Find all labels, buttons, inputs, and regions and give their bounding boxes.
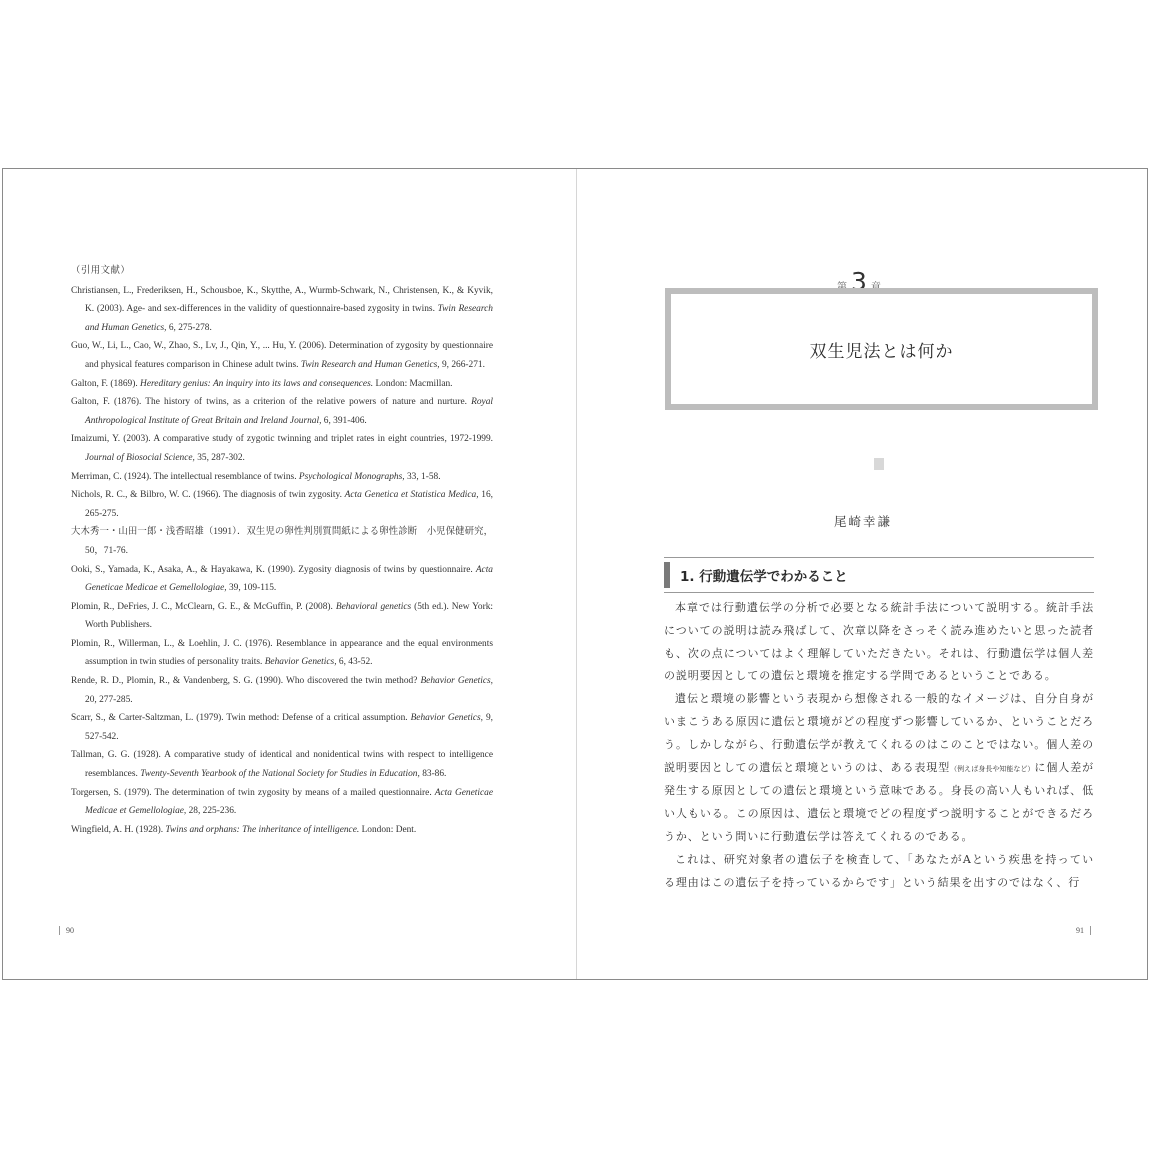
chapter-prefix: 第 — [837, 282, 847, 293]
left-page — [3, 169, 576, 979]
reference-source: Journal of Biosocial Science, — [85, 452, 195, 463]
paragraph: これは、研究対象者の遺伝子を検査して、「あなたがAという疾患を持っている理由はこの遺伝子を持っているからです」という結果を出すのではなく、行 — [664, 852, 1094, 889]
reference-authors: Wingfield, A. H. (1928). — [71, 824, 166, 835]
section-bar — [664, 562, 670, 588]
reference-source: Behavioral genetics — [335, 601, 412, 612]
reference-item — [71, 393, 493, 430]
chapter-number: 3 — [851, 267, 867, 296]
reference-item — [71, 561, 493, 598]
reference-source: Behavior Genetics, — [410, 713, 484, 724]
author-name: 尾崎幸謙 — [833, 514, 892, 529]
reference-source: Twin Research and Human Genetics, — [300, 359, 440, 370]
reference-source: Hereditary genius: An inquiry into its laws and consequences. — [140, 378, 374, 389]
reference-authors: Guo, W., Li, L., Cao, W., Zhao, S., Lv, J., Qin, Y., ... Hu, Y. (2006). Determination of zygosity by questionnaire and physical features comparison in Chinese adult twins. — [71, 341, 493, 370]
reference-authors: Plomin, R., DeFries, J. C., McClearn, G. E., & McGuffin, P. (2008). — [71, 601, 336, 612]
reference-item — [71, 635, 493, 672]
reference-item — [71, 337, 493, 374]
chapter-suffix: 章 — [870, 282, 881, 293]
reference-details: London: Dent. — [359, 824, 417, 835]
reference-authors: Scarr, S., & Carter-Saltzman, L. (1979). Twin method: Defense of a critical assumption. — [71, 713, 411, 724]
paragraph — [664, 688, 1094, 849]
reference-details: 20, 277-285. — [85, 694, 133, 705]
reference-authors: 大木秀一・山田一郎・浅香昭雄（1991）．双生児の卵性判別質問紙による卵性診断 小児保健研究， — [71, 527, 493, 538]
reference-item — [71, 282, 493, 338]
references-heading: （引用文献） — [71, 266, 131, 276]
reference-details: 28, 225-236. — [186, 806, 237, 817]
references-container — [71, 282, 493, 840]
reference-item — [71, 784, 493, 821]
reference-item — [71, 523, 493, 560]
right-page — [577, 169, 1149, 979]
reference-authors: Galton, F. (1876). The history of twins, as a criterion of the relative powers of nature and nurture. — [71, 397, 472, 408]
reference-details: 39, 109-115. — [226, 583, 277, 594]
reference-details: 83-86. — [419, 769, 447, 780]
reference-source: Twenty-Seventh Yearbook of the National Society for Studies in Education, — [140, 769, 420, 780]
reference-details: 6, 275-278. — [166, 322, 212, 333]
reference-authors: Imaizumi, Y. (2003). A comparative study of zygotic twinning and triplet rates in eight countries, 1972-1999. — [71, 434, 493, 445]
chapter-title-box — [665, 288, 1098, 410]
reference-source: Acta Geneticae Medicae et Gemellologiae, — [85, 564, 493, 594]
reference-item — [71, 430, 493, 467]
reference-item — [71, 672, 493, 709]
reference-details: 50，71-76. — [85, 545, 128, 556]
reference-authors: Tallman, G. G. (1928). A comparative study of identical and nonidentical twins with respect to intelligence resemblances. — [71, 750, 493, 780]
paragraph-part: に個人差が発生する原因としての遺伝と環境という意味である。身長の高い人もいれば、低い人もいる。この原因は、遺伝と環境でどの程度ずつ説明することができるだろうか、という問いに行動遺伝学は答えてくれるのである。 — [664, 760, 1095, 843]
reference-item — [71, 486, 493, 523]
section-heading — [664, 557, 1094, 593]
inline-note: （例えば身長や知能など） — [950, 764, 1035, 773]
reference-source: Acta Geneticae Medicae et Gemellologiae, — [85, 787, 493, 817]
reference-authors: Galton, F. (1869). — [71, 378, 141, 389]
reference-source: Psychological Monographs, — [298, 471, 405, 482]
ornament — [874, 458, 884, 470]
body-text — [664, 597, 1094, 894]
reference-details: 6, 391-406. — [321, 415, 367, 426]
page-number-right: 91 — [1076, 926, 1091, 935]
reference-source: Behavior Genetics, — [264, 657, 337, 668]
reference-details: London: Macmillan. — [373, 378, 453, 389]
reference-authors: Nichols, R. C., & Bilbro, W. C. (1966). The diagnosis of twin zygosity. — [71, 490, 345, 501]
references-list — [71, 262, 493, 839]
reference-item — [71, 598, 493, 635]
reference-details: 6, 43-52. — [336, 657, 373, 668]
reference-authors: Rende, R. D., Plomin, R., & Vandenberg, S. G. (1990). Who discovered the twin method? — [71, 676, 421, 687]
reference-authors: Christiansen, L., Frederiksen, H., Schousboe, K., Skytthe, A., Wurmb-Schwark, N., Christensen, K., & Kyvik, K. (2003). Age- and sex-differences in the validity of questionnaire-based zygosity in twins. — [71, 285, 493, 315]
section-heading-text: 1. 行動遺伝学でわかること — [680, 569, 848, 585]
page-number-left: 90 — [59, 926, 74, 935]
reference-item — [71, 468, 493, 487]
reference-details: 33, 1-58. — [404, 471, 441, 482]
reference-details: 9, 266-271. — [439, 359, 485, 370]
reference-source: Acta Genetica et Statistica Medica, — [344, 490, 479, 501]
book-spread — [2, 168, 1148, 980]
reference-details: 16, 265-275. — [85, 490, 493, 519]
reference-item — [71, 375, 493, 394]
reference-details: 9, 527-542. — [85, 713, 493, 742]
reference-details: 35, 287-302. — [194, 452, 245, 463]
reference-authors: Torgersen, S. (1979). The determination of twin zygosity by means of a mailed questionnaire. — [71, 787, 435, 798]
reference-source: Twin Research and Human Genetics, — [85, 304, 493, 333]
chapter-title: 双生児法とは何か — [809, 341, 954, 362]
reference-source: Behavior Genetics, — [420, 676, 493, 687]
reference-authors: Plomin, R., Willerman, L., & Loehlin, J. C. (1976). Resemblance in appearance and the equal environments assumption in twin studies of personality traits. — [71, 638, 493, 668]
reference-item — [71, 709, 493, 746]
reference-source: Royal Anthropological Institute of Great Britain and Ireland Journal, — [85, 397, 493, 426]
reference-item — [71, 746, 493, 783]
paragraph-part: 遺伝と環境の影響という表現から想像される一般的なイメージは、自分自身がいまこうある原因に遺伝と環境がどの程度ずつ影響しているか、ということだろう。しかしながら、行動遺伝学が教えてくれるのはこのことではない。個人差の説明要因としての遺伝と環境というのは、ある表現型 — [664, 692, 1094, 774]
reference-item — [71, 821, 493, 840]
paragraph: 本章では行動遺伝学の分析で必要となる統計手法について説明する。統計手法についての説明は読み飛ばして、次章以降をさっそく読み進めたいと思った読者も、次の点についてはよく理解していただきたい。それは、行動遺伝学は個人差の説明要因としての遺伝と環境を推定する学問であるということである。 — [664, 601, 1094, 683]
reference-authors: Merriman, C. (1924). The intellectual resemblance of twins. — [71, 471, 299, 482]
reference-authors: Ooki, S., Yamada, K., Asaka, A., & Hayakawa, K. (1990). Zygosity diagnosis of twins by questionnaire. — [71, 564, 476, 575]
reference-source: Twins and orphans: The inheritance of intelligence. — [165, 824, 360, 835]
reference-details: (5th ed.). New York: Worth Publishers. — [85, 601, 493, 631]
